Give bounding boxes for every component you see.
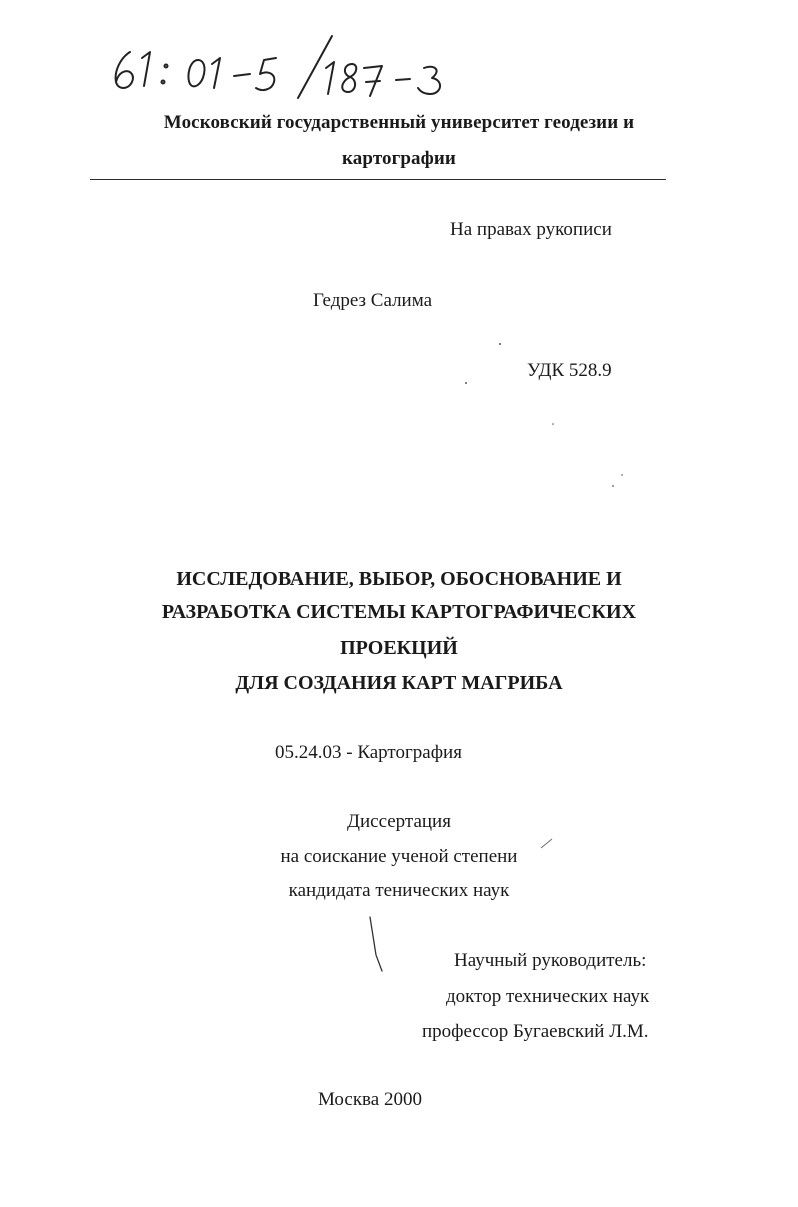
- title-line-1: ИССЛЕДОВАНИЕ, ВЫБОР, ОБОСНОВАНИЕ И: [176, 568, 622, 590]
- university-line-2: картографии: [342, 148, 456, 169]
- place-year: Москва 2000: [318, 1089, 422, 1110]
- university-line-1: Московский государственный университет геодезии и: [163, 112, 635, 133]
- author-name: Гедрез Салима: [313, 290, 433, 311]
- degree-line-3: кандидата тенических наук: [288, 880, 510, 901]
- manuscript-note: На правах рукописи: [450, 219, 612, 240]
- specialty-code: 05.24.03 - Картография: [275, 742, 462, 763]
- title-line-3: ПРОЕКЦИЙ: [340, 637, 458, 659]
- supervisor-label: Научный руководитель:: [454, 950, 647, 971]
- supervisor-name: профессор Бугаевский Л.М.: [422, 1021, 649, 1042]
- degree-line-2: на соискание ученой степени: [280, 846, 518, 867]
- title-line-4: ДЛЯ СОЗДАНИЯ КАРТ МАГРИБА: [235, 672, 563, 694]
- title-line-2: РАЗРАБОТКА СИСТЕМЫ КАРТОГРАФИЧЕСКИХ: [161, 601, 637, 623]
- udc-code: УДК 528.9: [527, 360, 612, 381]
- degree-line-1: Диссертация: [347, 811, 451, 832]
- supervisor-degree: доктор технических наук: [446, 986, 650, 1007]
